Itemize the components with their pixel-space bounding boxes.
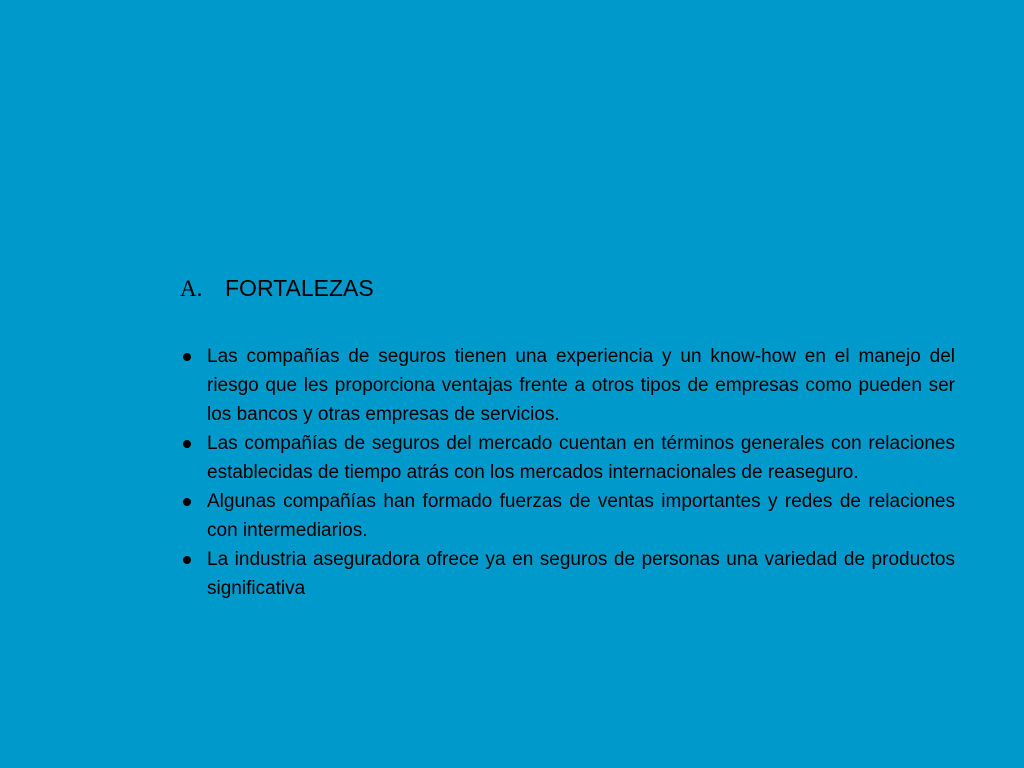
bullet-list [180, 342, 955, 603]
bullet-text: Algunas compañías han formado fuerzas de ventas importantes y redes de relaciones con intermediarios. [207, 491, 955, 541]
bullet-text: Las compañías de seguros del mercado cuentan en términos generales con relaciones establecidas de tiempo atrás con los mercados internacionales de reaseguro. [207, 433, 955, 483]
section-heading [180, 272, 374, 305]
bullet-dot-icon [183, 498, 191, 506]
bullet-item [180, 487, 955, 545]
bullet-item [180, 429, 955, 487]
section-marker: A. [180, 276, 203, 301]
bullet-item [180, 342, 955, 429]
bullet-text: La industria aseguradora ofrece ya en seguros de personas una variedad de productos significativa [207, 549, 955, 599]
bullet-text: Las compañías de seguros tienen una experiencia y un know-how en el manejo del riesgo que les proporciona ventajas frente a otros tipos de empresas como pueden ser los bancos y otras empresas de servicios. [207, 346, 955, 425]
bullet-dot-icon [183, 353, 191, 361]
bullet-dot-icon [183, 440, 191, 448]
bullet-dot-icon [183, 556, 191, 564]
bullet-item [180, 545, 955, 603]
section-title: FORTALEZAS [225, 275, 374, 301]
